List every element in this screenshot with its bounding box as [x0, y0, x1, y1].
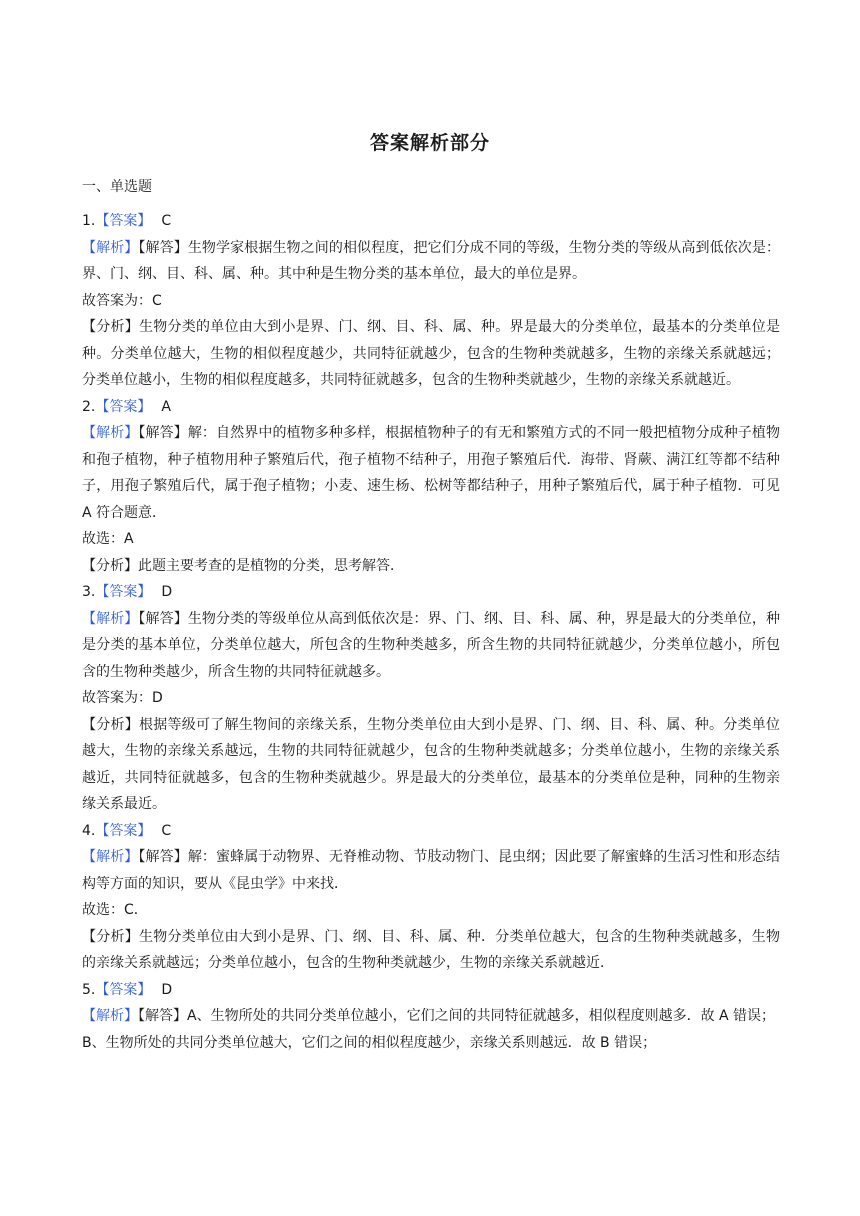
question-5-option-b: B、生物所处的共同分类单位越大，它们之间的相似程度越少，亲缘关系则越远．故 B 错误； — [82, 1034, 657, 1051]
solution-text: 【解答】生物分类的等级单位从高到低依次是：界、门、纲、目、科、属、种，界是最大的分类单位，种是分类的基本单位，分类单位越大，所包含的生物种类越多，所含生物的共同特征就越少，分类单位越小，所包含的生物种类越少，所含生物的共同特征就越多。 — [82, 610, 781, 680]
question-4-analysis: 【分析】生物分类单位由大到小是界、门、纲、目、科、属、种．分类单位越大，包含的生物种类就越多，生物的亲缘关系就越远；分类单位越小，包含的生物种类就越少，生物的亲缘关系就越近． — [82, 928, 780, 971]
question-3-conclusion: 故答案为：D — [82, 690, 163, 706]
question-4-conclusion: 故选：C． — [82, 902, 148, 918]
answer-content — [82, 208, 780, 1056]
question-number: 1. — [82, 213, 96, 229]
answer-letter: C — [161, 213, 172, 229]
solution-text: 【解答】解：自然界中的植物多种多样，根据植物种子的有无和繁殖方式的不同一般把植物分成种子植物和孢子植物，种子植物用种子繁殖后代，孢子植物不结种子，用孢子繁殖后代．海带、肾蕨、满江红等都不结种子，用孢子繁殖后代，属于孢子植物；小麦、速生杨、松树等都结种子，用种子繁殖后代，属于种子植物．可见 A 符合题意． — [82, 425, 781, 521]
question-2-answer-line — [82, 394, 780, 421]
question-3-explanation — [82, 606, 780, 686]
page-title: 答案解析部分 — [369, 132, 490, 154]
question-2-explanation — [82, 420, 780, 526]
question-4-explanation — [82, 844, 780, 897]
question-number: 3. — [82, 584, 96, 600]
answer-letter: D — [161, 981, 173, 998]
question-1-explanation — [82, 235, 780, 288]
question-1-answer-line — [82, 208, 780, 235]
explanation-tag: 【解析】 — [82, 1008, 138, 1024]
answer-letter: A — [161, 398, 171, 415]
answer-tag: 【答案】 — [95, 981, 152, 998]
question-number: 5. — [82, 981, 96, 998]
answer-tag: 【答案】 — [95, 822, 152, 839]
question-5-answer-line — [82, 977, 780, 1004]
answer-tag: 【答案】 — [95, 213, 152, 229]
solution-text: 【解答】解：蜜蜂属于动物界、无脊椎动物、节肢动物门、昆虫纲；因此要了解蜜蜂的生活习性和形态结构等方面的知识，要从《昆虫学》中来找． — [82, 849, 781, 892]
question-4-answer-line — [82, 818, 780, 845]
answer-letter: C — [161, 822, 172, 839]
question-number: 2. — [82, 398, 96, 415]
answer-letter: D — [161, 584, 173, 600]
question-1-conclusion: 故答案为：C — [82, 292, 162, 309]
explanation-tag: 【解析】 — [82, 425, 139, 441]
question-number: 4. — [82, 822, 96, 839]
question-3-analysis: 【分析】根据等级可了解生物间的亲缘关系，生物分类单位由大到小是界、门、纲、目、科、属、种。分类单位越大，生物的亲缘关系越远，生物的共同特征就越少，包含的生物种类就越多；分类单位越小，生物的亲缘关系越近，共同特征就越多，包含的生物种类就越少。界是最大的分类单位，最基本的分类单位是种，同种的生物亲缘关系最近。 — [82, 716, 780, 812]
question-2-conclusion: 故选：A — [82, 531, 134, 547]
question-2-analysis: 【分析】此题主要考查的是植物的分类，思考解答． — [82, 557, 404, 574]
explanation-tag: 【解析】 — [82, 849, 139, 865]
solution-text: 【解答】A、生物所处的共同分类单位越小，它们之间的共同特征就越多，相似程度则越多．故 A 错误； — [138, 1008, 776, 1024]
answer-tag: 【答案】 — [95, 584, 152, 600]
solution-text: 【解答】生物学家根据生物之间的相似程度，把它们分成不同的等级，生物分类的等级从高到低依次是：界、门、纲、目、科、属、种。其中种是生物分类的基本单位，最大的单位是界。 — [82, 239, 781, 282]
question-5-explanation — [82, 1003, 780, 1030]
question-3-answer-line — [82, 579, 780, 606]
explanation-tag: 【解析】 — [82, 610, 139, 627]
answer-tag: 【答案】 — [95, 398, 152, 415]
question-1-analysis: 【分析】生物分类的单位由大到小是界、门、纲、目、科、属、种。界是最大的分类单位，最基本的分类单位是种。分类单位越大，生物的相似程度越少，共同特征就越少，包含的生物种类就越多，生物的亲缘关系就越远；分类单位越小，生物的相似程度越多，共同特征就越多，包含的生物种类就越少，生物的亲缘关系就越近。 — [82, 319, 780, 388]
explanation-tag: 【解析】 — [82, 239, 139, 256]
section-heading: 一、单选题 — [82, 179, 152, 195]
